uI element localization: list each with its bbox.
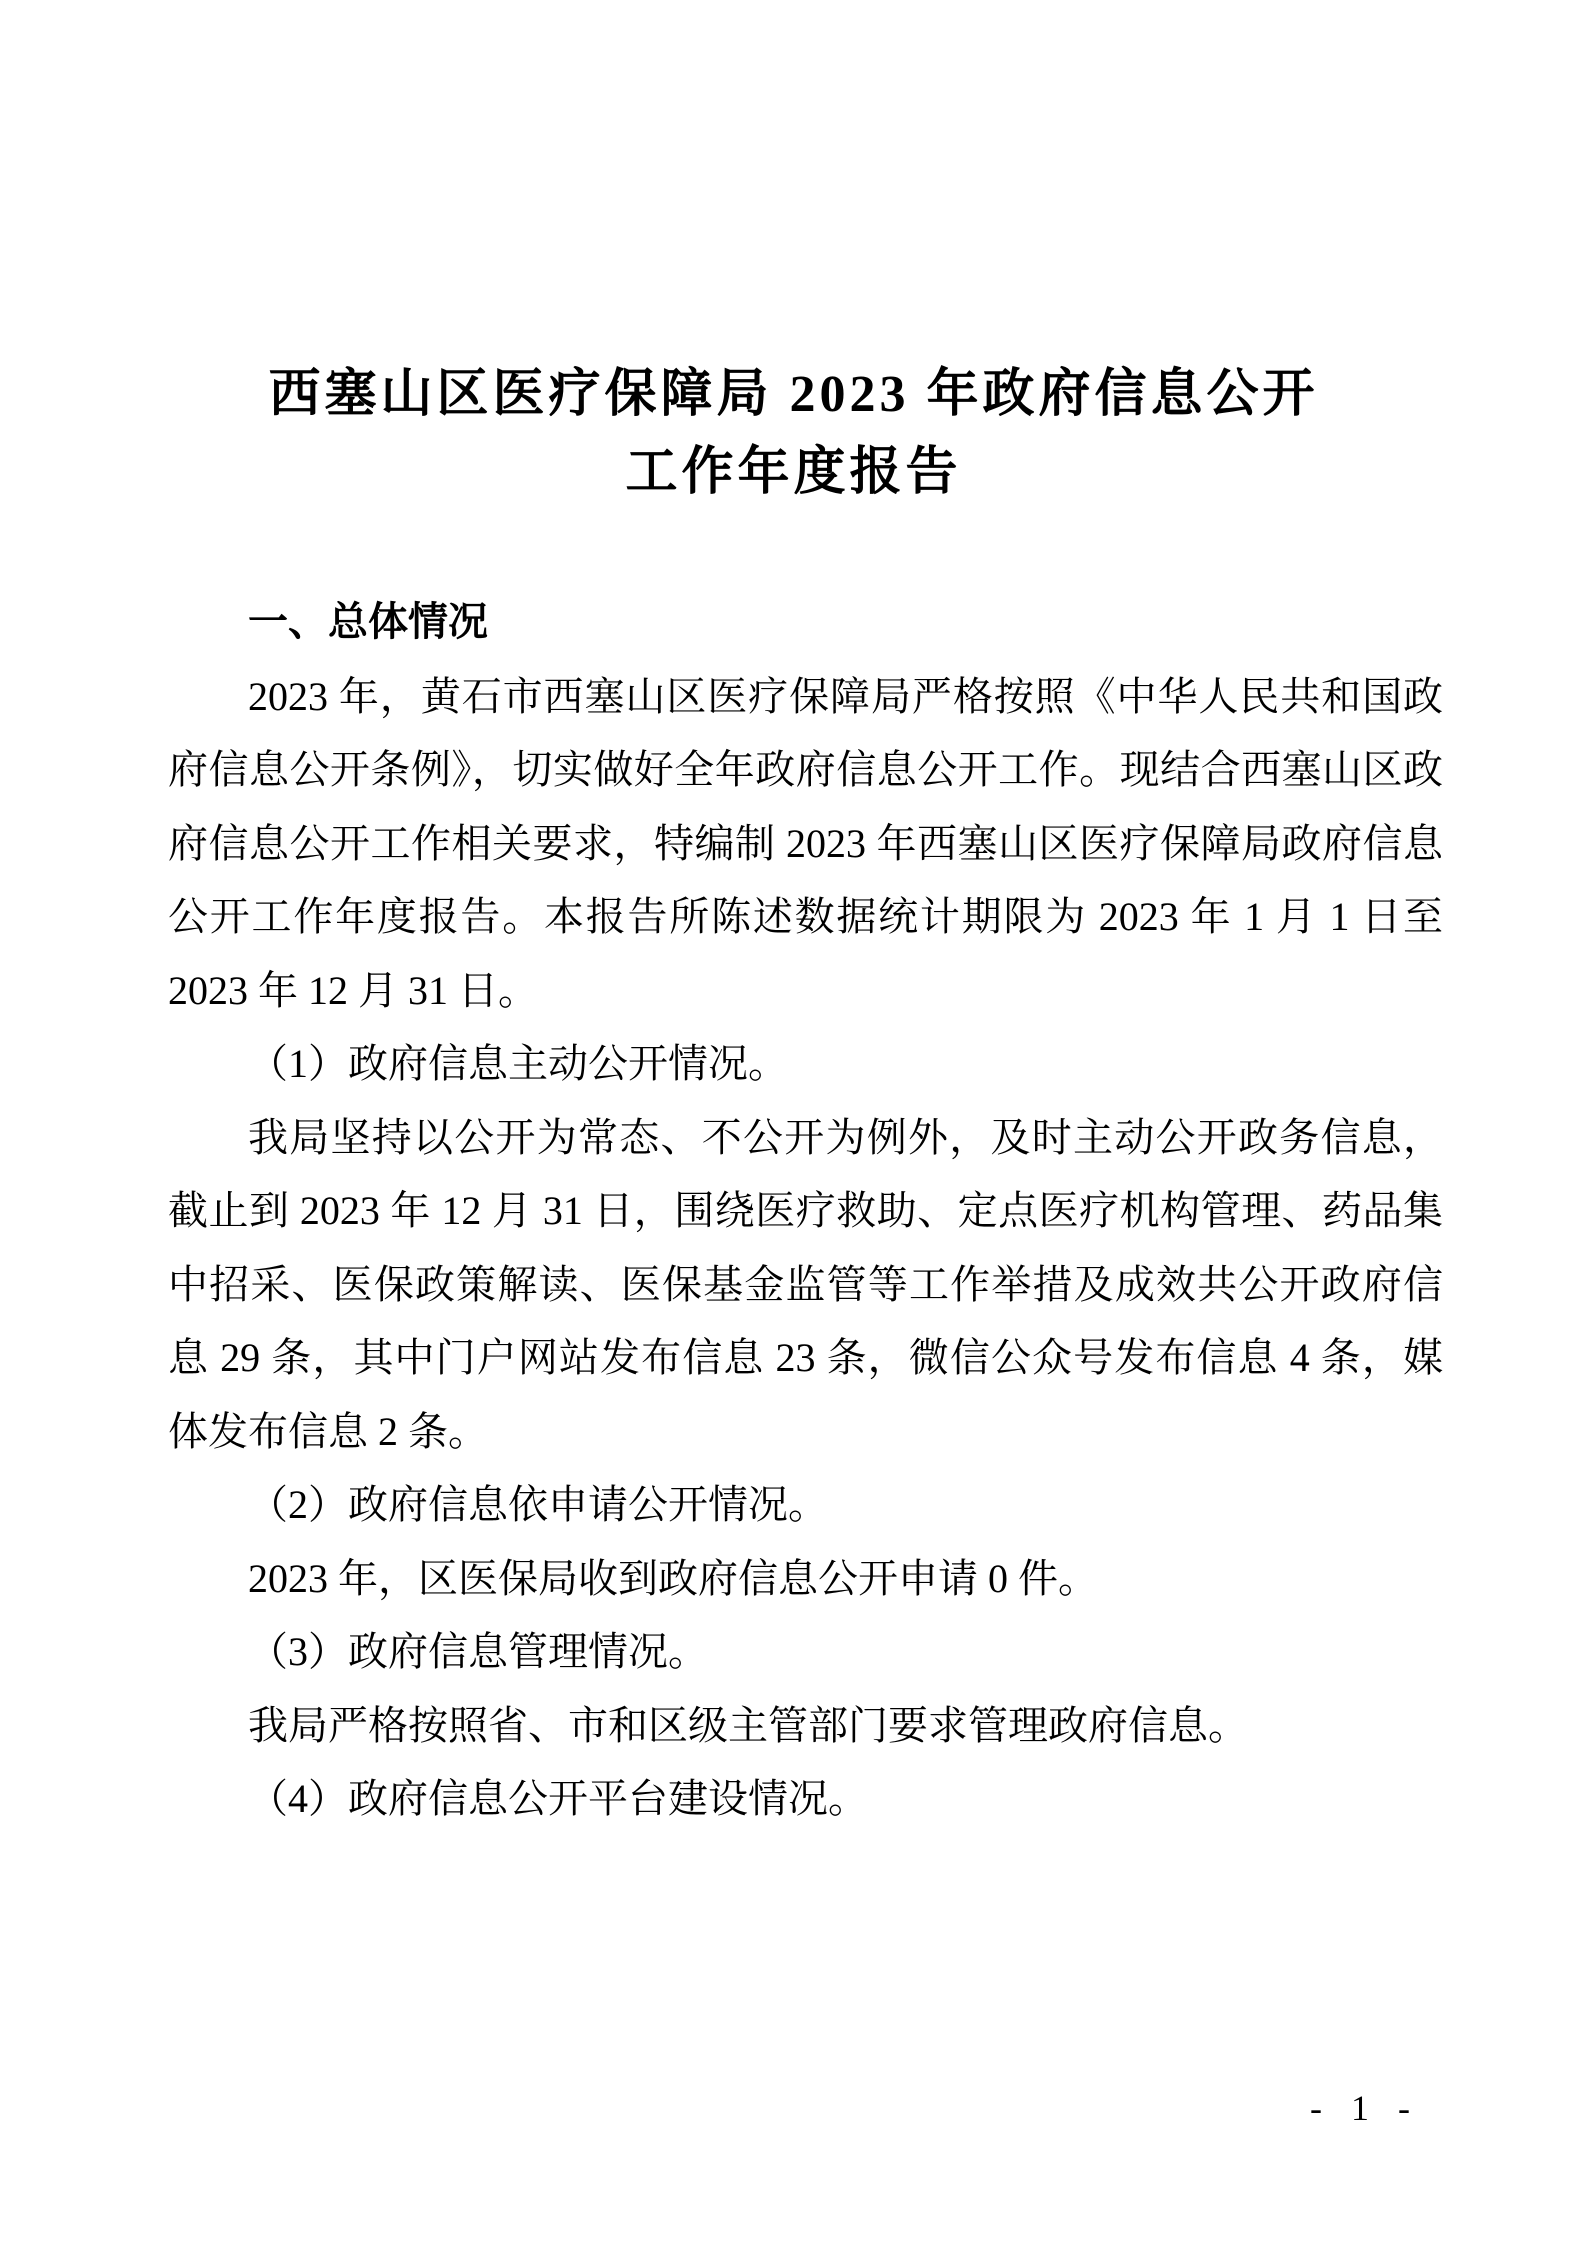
page-number: - 1 - [1310,2088,1420,2128]
document-body [168,586,1443,1836]
paragraph-item-2-heading: （2）政府信息依申请公开情况。 [248,1482,828,1527]
paragraph-overview: 2023 年，黄石市西塞山区医疗保障局严格按照《中华人民共和国政府信息公开条例》，切实做好全年政府信息公开工作。现结合西塞山区政府信息公开工作相关要求，特编制 2023 年西塞山区医疗保障局政府信息公开工作年度报告。本报告所陈述数据统计期限为 2023 年 1 月 1 日至 2023 年 12 月 31 日。 [168,673,1443,1013]
document-title [0,356,1587,512]
paragraph-item-4-heading: （4）政府信息公开平台建设情况。 [248,1776,868,1821]
section-heading-overall-situation: 一、总体情况 [248,600,488,644]
document-title-line-2: 工作年度报告 [625,444,962,501]
paragraph-item-2-detail: 2023 年，区医保局收到政府信息公开申请 0 件。 [248,1555,1098,1601]
paragraph-item-1-detail: 我局坚持以公开为常态、不公开为例外，及时主动公开政务信息，截止到 2023 年 12 月 31 日，围绕医疗救助、定点医疗机构管理、药品集中招采、医保政策解读、医保基金监管等工作举措及成效共公开政府信息 29 条，其中门户网站发布信息 23 条，微信公众号发布信息 4 条，媒体发布信息 2 条。 [168,1114,1443,1454]
paragraph-item-1-heading: （1）政府信息主动公开情况。 [248,1041,788,1086]
document-title-line-1: 西塞山区医疗保障局 2023 年政府信息公开 [268,366,1319,423]
paragraph-item-3-detail: 我局严格按照省、市和区级主管部门要求管理政府信息。 [248,1702,1248,1748]
paragraph-item-3-heading: （3）政府信息管理情况。 [248,1629,708,1674]
